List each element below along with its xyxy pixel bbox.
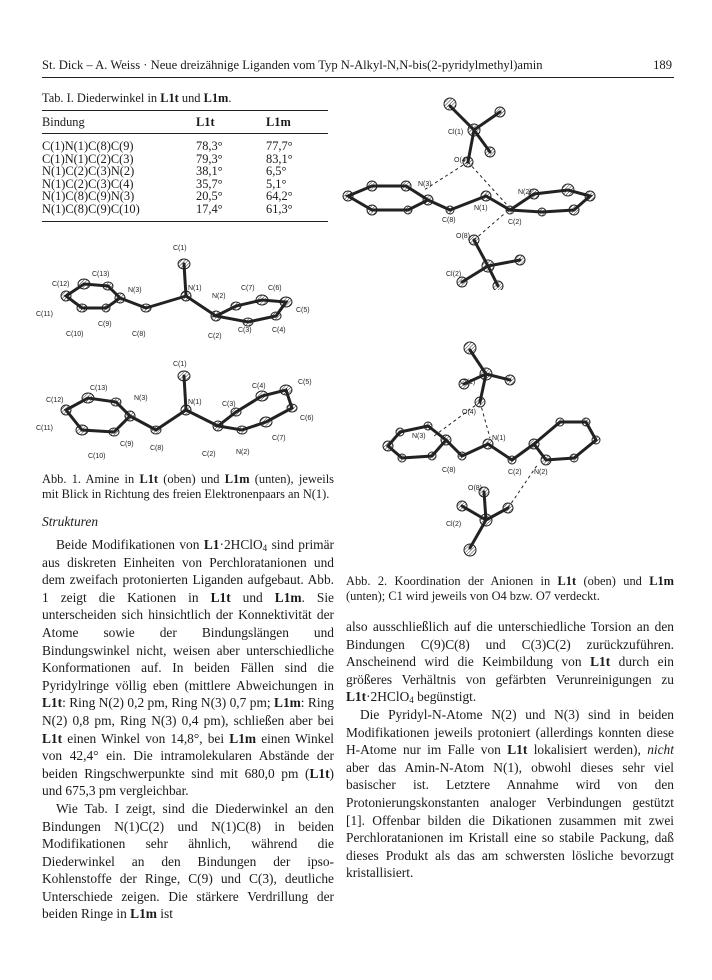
label-n3: N(3) (412, 433, 426, 440)
label-n2: N(2) (518, 189, 532, 196)
paragraph: Wie Tab. I zeigt, sind die Diederwinkel an den Bindungen N(1)C(2) und N(1)C(8) in beiden Modifikationen sehr ähnlich, während die Diederwinkel an den Bindungen der ipso-Kohlenstoffe der Ringe, C(9) und C(3), deutliche Unterschiede zeigen. Die stärkere Verdrillung der beiden Ringe in L1m ist (42, 800, 334, 922)
label-o8: O(8) (468, 485, 482, 492)
label-c2: C(2) (208, 333, 222, 340)
label-n1: N(1) (492, 435, 506, 442)
label-c2: C(2) (508, 469, 522, 476)
label-n1: N(1) (188, 399, 202, 406)
label-c11: C(11) (36, 311, 53, 318)
label-c13: C(13) (90, 385, 108, 392)
cell-l1m: 61,3° (260, 203, 328, 221)
label-cl1: Cl(1) (460, 379, 476, 386)
label-n3: N(3) (418, 181, 432, 188)
cell-l1t: 35,7° (196, 176, 223, 191)
label-c5: C(5) (296, 307, 310, 314)
figure2-caption: Abb. 2. Koordination der Anionen in L1t (oben) und L1m (unten); C1 wird jeweils von O4 bzw. O7 verdeckt. (346, 574, 674, 603)
label-n2: N(2) (534, 469, 548, 476)
right-column-text (346, 618, 674, 882)
label-c13: C(13) (92, 271, 110, 278)
paragraph: Beide Modifikationen von L1·2HClO$_4$ sind primär aus diskreten Einheiten von Perchloratanionen und dem zweifach protonierten Liganden aufgebaut. Abb. 1 zeigt die Kationen in L1t und L1m. Sie unterscheiden sich hinsichtlich der Konnektivität der Atome sowie der Bindungslängen und Bindungswinkel nicht, weisen aber unterschiedliche Konformationen auf. In beiden Fällen sind die Pyridylringe völlig eben (mittlere Abweichungen in L1t: Ring N(2) 0,2 pm, Ring N(3) 0,7 pm; L1m: Ring N(2) 0,8 pm, Ring N(3) 0,4 pm), schließen aber bei L1t einen Winkel von 14,8°, bei L1m einen Winkel von 42,4° ein. Die intramolekularen Abstände der beiden Ringschwerpunkte sind mit 680,0 pm (L1t) und 675,3 pm vergleichbar. (42, 537, 335, 799)
label-o4: O(4) (454, 157, 468, 164)
label-cl2: Cl(2) (446, 521, 462, 528)
label-c9: C(9) (98, 321, 112, 328)
table-row (42, 165, 328, 178)
label-c9: C(9) (120, 441, 134, 448)
cell-bond: N(1)C(2)C(3)C(4) (42, 176, 134, 191)
cell-bond: C(1)N(1)C(2)C(3) (42, 151, 134, 166)
label-c2: C(2) (508, 219, 522, 226)
label-n3: N(3) (134, 395, 148, 402)
figure1-caption: Abb. 1. Amine in L1t (oben) und L1m (unten), jeweils mit Blick in Richtung des freien Elektronenpaars an N(1). (42, 472, 335, 501)
cell-bond: N(1)C(2)C(3)N(2) (42, 164, 135, 179)
figure2-top-l1t (338, 90, 674, 290)
label-c1: C(1) (173, 361, 187, 368)
cell-l1m: 77,7° (266, 139, 293, 153)
table-caption: Tab. I. Diederwinkel in L1t und L1m. (42, 91, 232, 105)
page-number: 189 (653, 58, 672, 72)
header-rule (42, 77, 674, 78)
table-row (42, 134, 328, 153)
cell-bond: N(1)C(8)C(9)C(10) (42, 203, 190, 221)
label-n2: N(2) (212, 293, 226, 300)
label-c6: C(6) (268, 285, 282, 292)
label-n2: N(2) (236, 449, 250, 456)
label-c8: C(8) (132, 331, 146, 338)
cell-bond: N(1)C(8)C(9)N(3) (42, 189, 135, 204)
col-bindung: Bindung (42, 111, 190, 134)
label-n1: N(1) (188, 285, 202, 292)
label-c4: C(4) (252, 383, 266, 390)
figure1-bottom-l1m (36, 360, 336, 470)
cell-l1t: 38,1° (196, 164, 223, 179)
table-header-row (42, 111, 328, 134)
cell-l1m: 83,1° (266, 151, 293, 166)
label-c10: C(10) (66, 331, 84, 338)
label-c1: C(1) (173, 245, 187, 252)
label-n1: N(1) (474, 205, 488, 212)
label-c7: C(7) (272, 435, 286, 442)
label-c3: C(3) (238, 327, 252, 334)
label-c8: C(8) (150, 445, 164, 452)
running-title: St. Dick – A. Weiss · Neue dreizähnige Liganden vom Typ N-Alkyl-N,N-bis(2-pyridylmethyl)amin (42, 58, 543, 72)
paragraph: also ausschließlich auf die unterschiedliche Torsion an den Bindungen C(9)C(8) und C(3)C(2) zurückzuführen. Anscheinend wird die Keimbildung von L1t durch ein größeres Verhältnis von gefärbten Verunreinigungen zu L1t·2HClO$_4$ begünstigt. (346, 619, 674, 706)
section-heading: Strukturen (42, 514, 99, 529)
label-o8: O(8) (456, 233, 470, 240)
label-c7: C(7) (241, 285, 255, 292)
cell-bond: C(1)N(1)C(8)C(9) (42, 139, 134, 153)
cell-l1t: 17,4° (190, 203, 260, 221)
left-column-text (42, 536, 334, 923)
running-header (42, 58, 672, 73)
label-c2: C(2) (202, 451, 216, 458)
label-c11: C(11) (36, 425, 53, 432)
label-c8: C(8) (442, 467, 456, 474)
label-c10: C(10) (88, 453, 106, 460)
label-o4: O(4) (462, 409, 476, 416)
label-cl2: Cl(2) (446, 271, 462, 278)
label-c12: C(12) (52, 281, 70, 288)
col-l1t: L1t (190, 111, 260, 134)
cell-l1m: 64,2° (266, 189, 293, 204)
cell-l1m: 6,5° (266, 164, 287, 179)
cell-l1m: 5,1° (266, 176, 287, 191)
label-n3: N(3) (128, 287, 142, 294)
cell-l1t: 20,5° (196, 189, 223, 204)
label-c3: C(3) (222, 401, 236, 408)
col-l1m: L1m (260, 111, 328, 134)
figure2-bottom-l1m (338, 340, 674, 572)
label-c12: C(12) (46, 397, 64, 404)
table-row (42, 203, 328, 221)
dihedral-table (42, 110, 328, 222)
label-c6: C(6) (300, 415, 314, 422)
paragraph: Die Pyridyl-N-Atome N(2) und N(3) sind in beiden Modifikationen jeweils protoniert (allerdings konnten diese H-Atome nur im Falle von L1t lokalisiert werden), nicht aber das Amin-N-Atom N(1), obwohl dieses sehr viel basischer ist. Letztere Annahme wird von den Protonierungskonstanten analoger Verbindungen gestützt [1]. Offenbar bilden die Dikationen zusammen mit zwei Perchloratanionen im Kristall eine so stabile Packung, daß dieses Produkt als das am schwersten lösliche bevorzugt kristallisiert. (346, 706, 674, 881)
cell-l1t: 78,3° (196, 139, 223, 153)
figure1-top-l1t (36, 236, 336, 346)
label-c8: C(8) (442, 217, 456, 224)
cell-l1t: 79,3° (196, 151, 223, 166)
label-c5: C(5) (298, 379, 312, 386)
label-c4: C(4) (272, 327, 286, 334)
label-cl1: Cl(1) (448, 129, 464, 136)
